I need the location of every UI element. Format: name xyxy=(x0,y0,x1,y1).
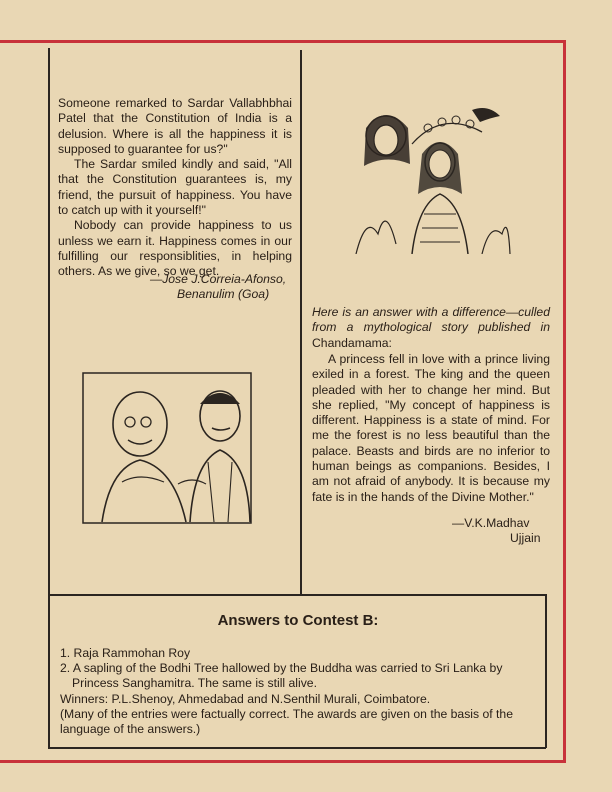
contest-winners: Winners: P.L.Shenoy, Ahmedabad and N.Senthil Murali, Coimbatore. xyxy=(60,691,431,706)
right-red-border xyxy=(563,40,566,762)
contest-box-bottom xyxy=(48,747,546,749)
right-signature-name: —V.K.Madhav xyxy=(452,516,530,530)
left-article xyxy=(58,96,292,280)
bottom-red-border xyxy=(0,760,566,763)
contest-answer-1: 1. Raja Rammohan Roy xyxy=(60,646,191,660)
right-story: A princess fell in love with a prince living exiled in a forest. The king and the queen pleaded with her to change her mind. But she replied, "My concept of happiness is different. Happiness is a state of mind. For me the forest is no less beautiful than the palace. Beasts and birds are no inferior to human beings as companions. Besides, I am not afraid of anybody. It is because my fate is in the hands of the Divine Mother." xyxy=(312,352,550,504)
contest-box-top xyxy=(48,594,546,596)
patel-cartoon-illustration xyxy=(82,372,272,532)
contest-title: Answers to Contest B: xyxy=(217,612,379,629)
left-signature-place: Benanulim (Goa) xyxy=(177,287,270,301)
left-paragraph-1: Someone remarked to Sardar Vallabhbhai Patel that the Constitution of India is a delusion. Where is all the happiness it is supposed to guarantee for us?" xyxy=(58,96,292,156)
left-column-rule xyxy=(48,48,50,594)
left-paragraph-2: The Sardar smiled kindly and said, "All that the Constitution guarantees is, my friend, the pursuit of happiness. You have to catch up with it yourself!" xyxy=(58,157,292,218)
contest-answers xyxy=(60,646,538,737)
contest-note: (Many of the entries were factually correct. The awards are given on the basis of the language of the answers.) xyxy=(60,706,513,737)
top-red-border xyxy=(0,40,566,43)
right-intro xyxy=(312,305,550,351)
right-intro-source: Chandamama: xyxy=(312,335,392,350)
contest-answer-2: 2. A sapling of the Bodhi Tree hallowed by the Buddha was carried to Sri Lanka by Princess Sanghamitra. The same is still alive. xyxy=(60,661,503,691)
princess-illustration xyxy=(352,104,512,254)
left-signature-name: —Jose J.Correia-Afonso, xyxy=(150,272,287,286)
right-intro-text: Here is an answer with a difference—culled from a mythological story published in xyxy=(312,305,550,335)
left-paragraph-3: Nobody can provide happiness to us unless we earn it. Happiness comes in our fulfilling our responsiblities, in helping others. As we give, so we get. xyxy=(58,218,292,279)
center-column-rule xyxy=(300,50,302,594)
right-signature-place: Ujjain xyxy=(510,531,541,545)
